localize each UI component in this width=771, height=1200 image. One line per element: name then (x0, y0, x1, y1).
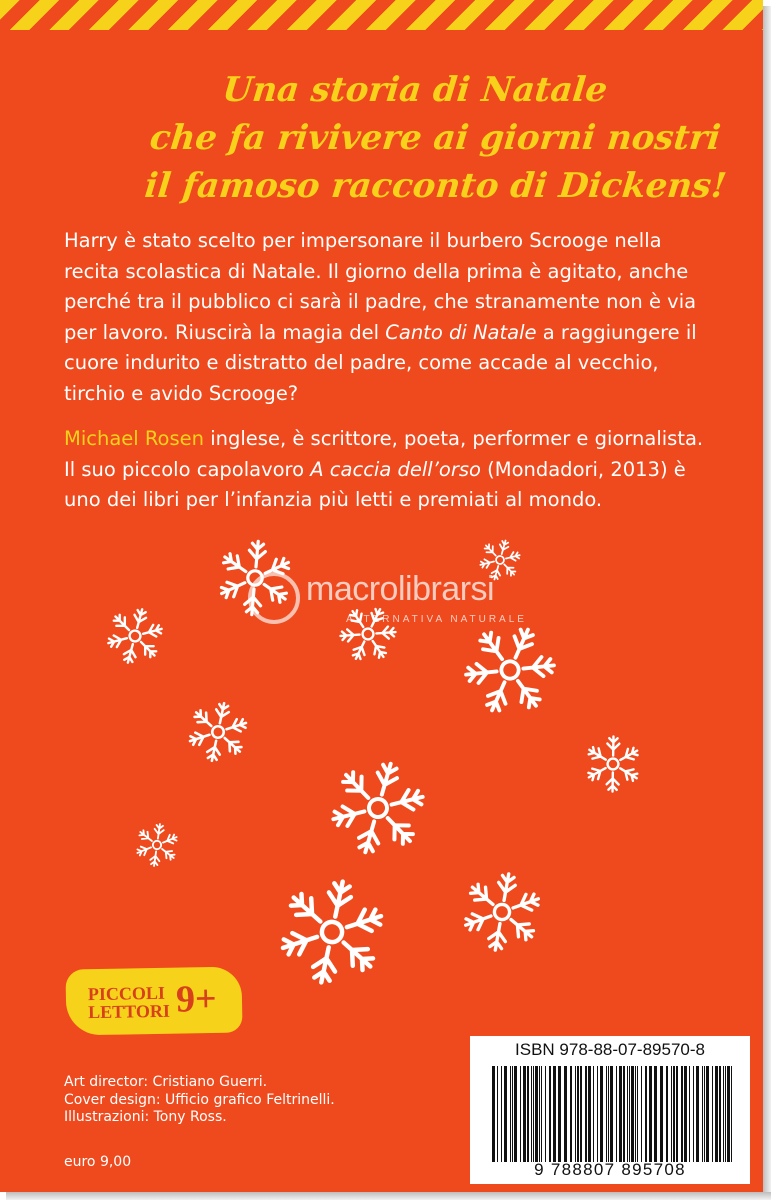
bio-text: inglese, è scrittore, poeta, performer e giornalista. Il suo piccolo capolavoro (64, 427, 704, 481)
price: euro 9,00 (64, 1154, 132, 1170)
watermark-name: macrolibrarsi (306, 570, 495, 608)
credit-line: Art director: Cristiano Guerri. (64, 1074, 268, 1090)
credit-line: Cover design: Ufficio grafico Feltrinelli. (64, 1091, 335, 1108)
isbn-label: ISBN 978-88-07-89570-8 (515, 1040, 705, 1059)
age-badge (65, 966, 242, 1035)
bio-book-title: A caccia dell’orso (310, 457, 481, 481)
credit-line: Illustrazioni: Tony Ross. (64, 1109, 227, 1125)
tagline-line: Una storia di Natale (220, 70, 610, 110)
snowflake-icon (460, 870, 544, 954)
badge-line: PICCOLI (87, 982, 166, 1005)
synopsis-book-title: Canto di Natale (385, 320, 537, 344)
snowflake-icon (134, 822, 180, 868)
snowflake-icon (583, 734, 643, 794)
page-shadow (763, 6, 771, 1200)
author-bio (64, 424, 714, 516)
synopsis (64, 226, 714, 409)
bio-text: (Mondadori, 2013) è uno dei libri per l’infanzia più letti e premiati al mondo. (64, 457, 686, 511)
snowflake-icon (186, 700, 250, 764)
snowflake-icon (328, 758, 428, 858)
snowflake-icon (462, 622, 558, 718)
snowflake-icon (276, 876, 388, 988)
tagline (142, 66, 729, 210)
snowflake-icon (215, 538, 295, 618)
synopsis-text: Harry è stato scelto per impersonare il burbero Scrooge nella recita scolastica di Natale. Il giorno della prima è agitato, anche perché tra il pubblico ci sarà il padre, che stranamente non è via per lavoro. Riuscirà la magia del (64, 229, 697, 344)
watermark-subtitle: ALTERNATIVA NATURALE (346, 614, 527, 625)
barcode-icon (492, 1066, 736, 1162)
badge-age: 9+ (175, 977, 217, 1021)
barcode-panel (470, 1036, 750, 1184)
badge-line: LETTORI (88, 1000, 171, 1023)
snowflake-icon (105, 606, 165, 666)
page-shadow (6, 1192, 771, 1200)
tagline-line: il famoso racconto di Dickens! (142, 166, 729, 206)
credits (64, 1074, 335, 1127)
isbn-digits: 9 788807 895708 (534, 1160, 686, 1179)
snowflake-icon (338, 604, 398, 664)
author-name: Michael Rosen (64, 427, 205, 450)
striped-border (0, 0, 763, 30)
snowflake-icon (478, 538, 522, 582)
tagline-line: che fa rivivere ai giorni nostri (147, 118, 723, 158)
synopsis-text: a raggiungere il cuore indurito e distratto del padre, come accade al vecchio, tirchio e avido Scrooge? (64, 320, 697, 405)
